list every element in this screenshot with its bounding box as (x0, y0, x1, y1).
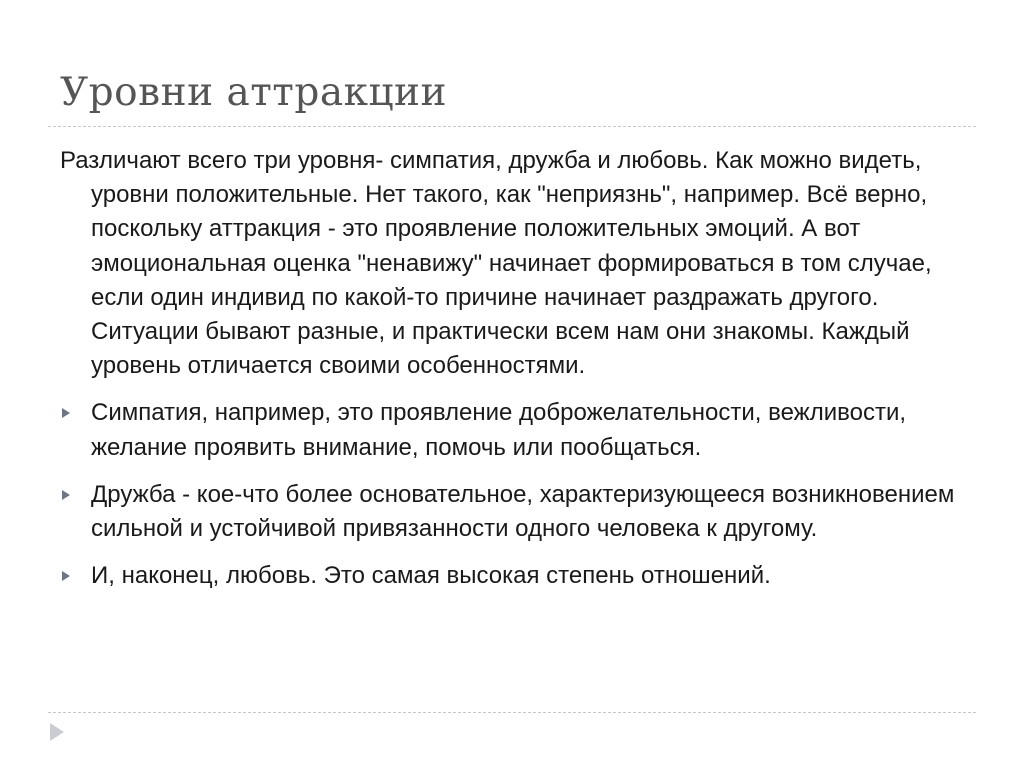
triangle-bullet-icon (62, 571, 70, 581)
intro-paragraph: Различают всего три уровня- симпатия, дружба и любовь. Как можно видеть, уровни положительные. Нет такого, как "неприязнь", например. Всё верно, поскольку аттракция - это проявление положительных эмоций. А вот эмоциональная оценка "ненавижу" начинает формироваться в том случае, если один индивид по какой-то причине начинает раздражать другого. Ситуации бывают разные, и практически всем нам они знакомы. Каждый уровень отличается своими особенностями. (60, 147, 932, 380)
slide-title: Уровни аттракции (60, 70, 448, 115)
triangle-bullet-icon (62, 408, 70, 418)
bullet-text: Симпатия, например, это проявление доброжелательности, вежливости, желание проявить внимание, помочь или пообщаться. (91, 399, 907, 461)
triangle-bullet-icon (62, 490, 70, 500)
bullet-item (60, 396, 960, 464)
bullet-item (60, 478, 960, 546)
slide-body (60, 144, 960, 593)
title-divider (48, 126, 976, 127)
bullet-list (60, 396, 960, 593)
triangle-play-icon (50, 723, 64, 741)
bullet-text: Дружба - кое-что более основательное, характеризующееся возникновением сильной и устойчивой привязанности одного человека к другому. (91, 480, 955, 543)
bullet-item (60, 559, 960, 593)
bullet-text: И, наконец, любовь. Это самая высокая степень отношений. (91, 562, 771, 590)
footer-divider (48, 712, 976, 713)
